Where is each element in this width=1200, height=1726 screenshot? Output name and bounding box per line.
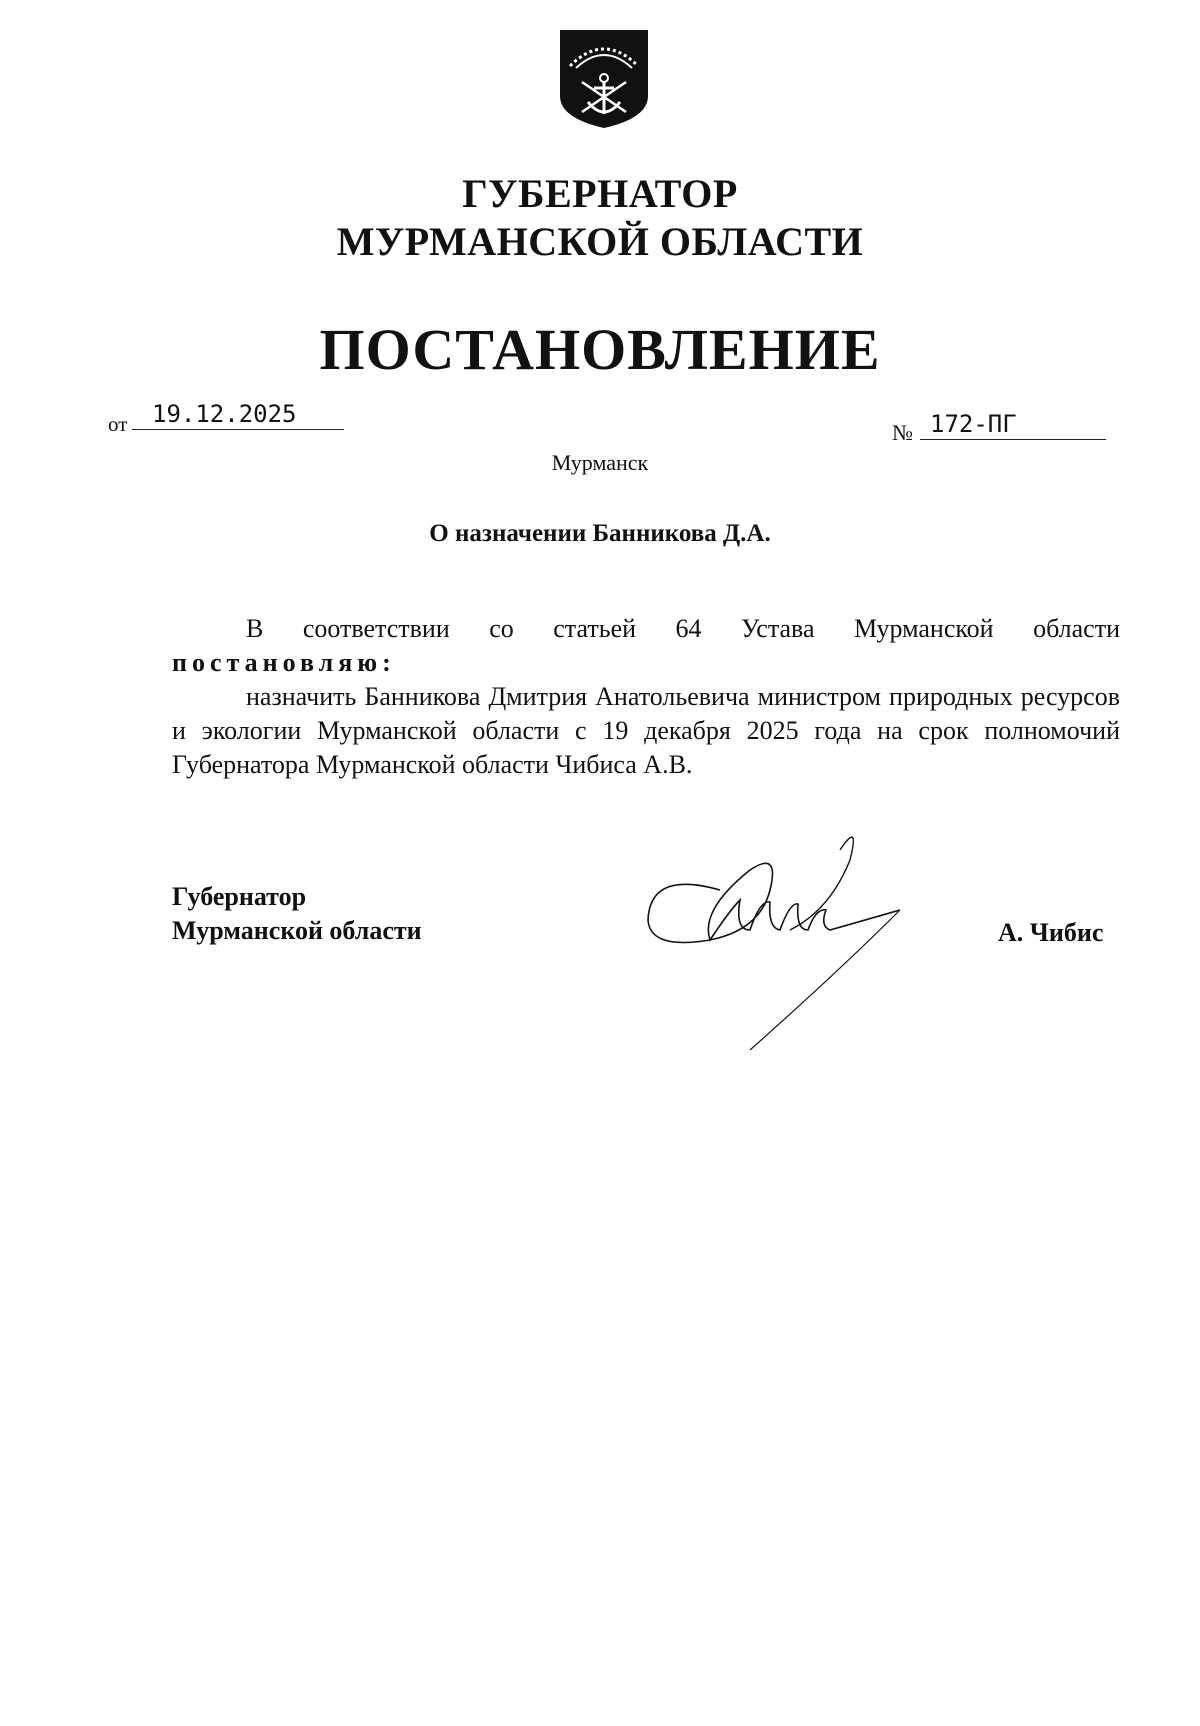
number-value: 172-ПГ [920,410,1106,440]
signatory-position [172,880,422,948]
number-label: № [892,420,913,445]
decree-word: постановляю: [172,648,396,677]
appointment-text: назначить Банникова Дмитрия Анатольевича министром природных ресурсов и экологии Мурманской области с 19 декабря 2025 года на срок полномочий Губернатора Мурманской области Чибиса А.В. [172,682,1120,779]
document-subject: О назначении Банникова Д.А. [429,520,771,547]
document-body [172,612,1120,782]
signature-scribble-icon [640,830,940,1080]
position-line2: Мурманской области [172,916,422,945]
city: Мурманск [551,450,649,475]
document-type: ПОСТАНОВЛЕНИЕ [319,317,881,382]
preamble: В соответствии со статьей 64 Устава Мурманской области [246,614,1120,643]
position-line1: Губернатор [172,882,307,911]
org-title-line2: МУРМАНСКОЙ ОБЛАСТИ [336,219,864,264]
date-label: от [108,412,128,436]
date-value: 19.12.2025 [132,400,344,430]
org-title-line1: ГУБЕРНАТОР [462,171,738,216]
coat-of-arms-icon [556,26,652,130]
signatory-name: А. Чибис [998,918,1104,947]
